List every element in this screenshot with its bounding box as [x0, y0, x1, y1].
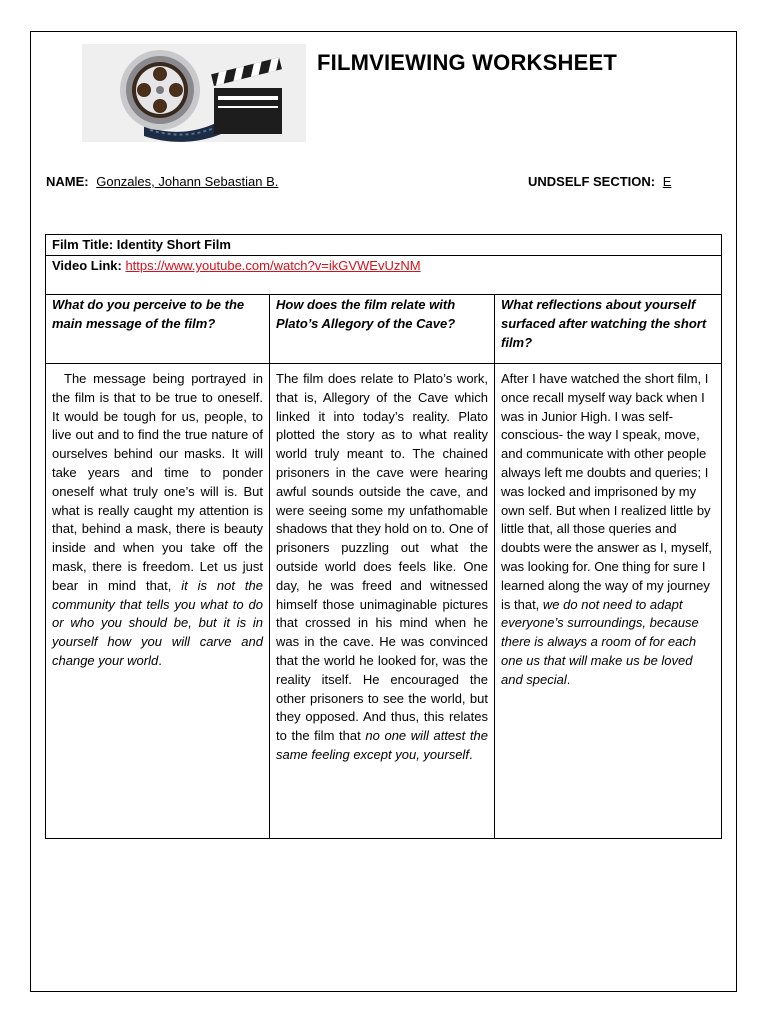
worksheet-table [45, 234, 722, 839]
answer-2-end: . [468, 746, 473, 762]
section-value: E [662, 174, 672, 189]
film-reel-clapperboard-icon [82, 44, 306, 142]
worksheet-title: FILMVIEWING WORKSHEET [317, 50, 617, 75]
answer-3-italic: we do not need to adapt everyone’s surroundings, because there is always a room of for each one us that will make us be loved and special [501, 596, 699, 687]
name-label: NAME: [46, 174, 89, 189]
question-1: What do you perceive to be the main message of the film? [46, 295, 270, 364]
answer-1-italic: it is not the community that tells you what to do or who you should be, but it is in yourself how you will carve and change your world [52, 577, 263, 668]
film-title-cell [46, 235, 722, 256]
answer-1-text: The message being portrayed in the film is that to be true to oneself. It would be tough for us, people, to live out and to find the true nature of ourselves behind our masks. It will take years and time to ponder oneself what truly one’s will is. But what is really caught my attention is that, behind a mask, there is beauty inside and when you take off the mask, there is freedom. Let us just bear in mind that, [52, 371, 263, 593]
answer-3 [495, 364, 722, 839]
name-value: Gonzales, Johann Sebastian B. [96, 174, 279, 189]
name-row [46, 174, 302, 189]
answer-1 [46, 364, 270, 839]
section-label: UNDSELF SECTION: [528, 174, 656, 189]
answer-2-italic: no one will attest the same feeling except you, yourself [276, 728, 488, 762]
answer-1-end: . [158, 652, 162, 668]
question-2: How does the film relate with Plato’s Allegory of the Cave? [270, 295, 495, 364]
film-title-label: Film Title: [52, 237, 114, 252]
answer-3-text: After I have watched the short film, I once recall myself way back when I was in Junior High. I was self-conscious- the way I speak, move, and communicate with other people always left me doubts and queries; I was locked and imprisoned by my own self. But when I realized little by little that, all those queries and doubts were the answer as I, myself, was looking for. One thing for sure I learned along the way of my journey is that, [501, 371, 712, 612]
video-link-label: Video Link: [52, 258, 122, 273]
video-link[interactable]: https://www.youtube.com/watch?v=ikGVWEvUzNM [125, 258, 421, 273]
section-row [528, 174, 679, 189]
question-3: What reflections about yourself surfaced after watching the short film? [495, 295, 722, 364]
answer-2 [270, 364, 495, 839]
film-title-value: Identity Short Film [116, 237, 231, 252]
video-link-cell [46, 256, 722, 295]
answer-2-text: The film does relate to Plato’s work, that is, Allegory of the Cave which linked it into today’s reality. Plato plotted the story as to what reality world truly meant to. The chained prisoners in the cave were hearing awful sounds outside the cave, and were seeing some my unfathomable shadows that they hold on to. One of prisoners puzzling out what the outside world does feels like. One day, he was freed and witnessed himself those unimaginable pictures that crossed in his mind when he was in the cave. He was convinced that the world he looked for, was the reality itself. He encouraged the other prisoners to see the world, but they opposed. And thus, this relates to the film that [276, 371, 488, 744]
answer-3-end: . [566, 671, 571, 687]
